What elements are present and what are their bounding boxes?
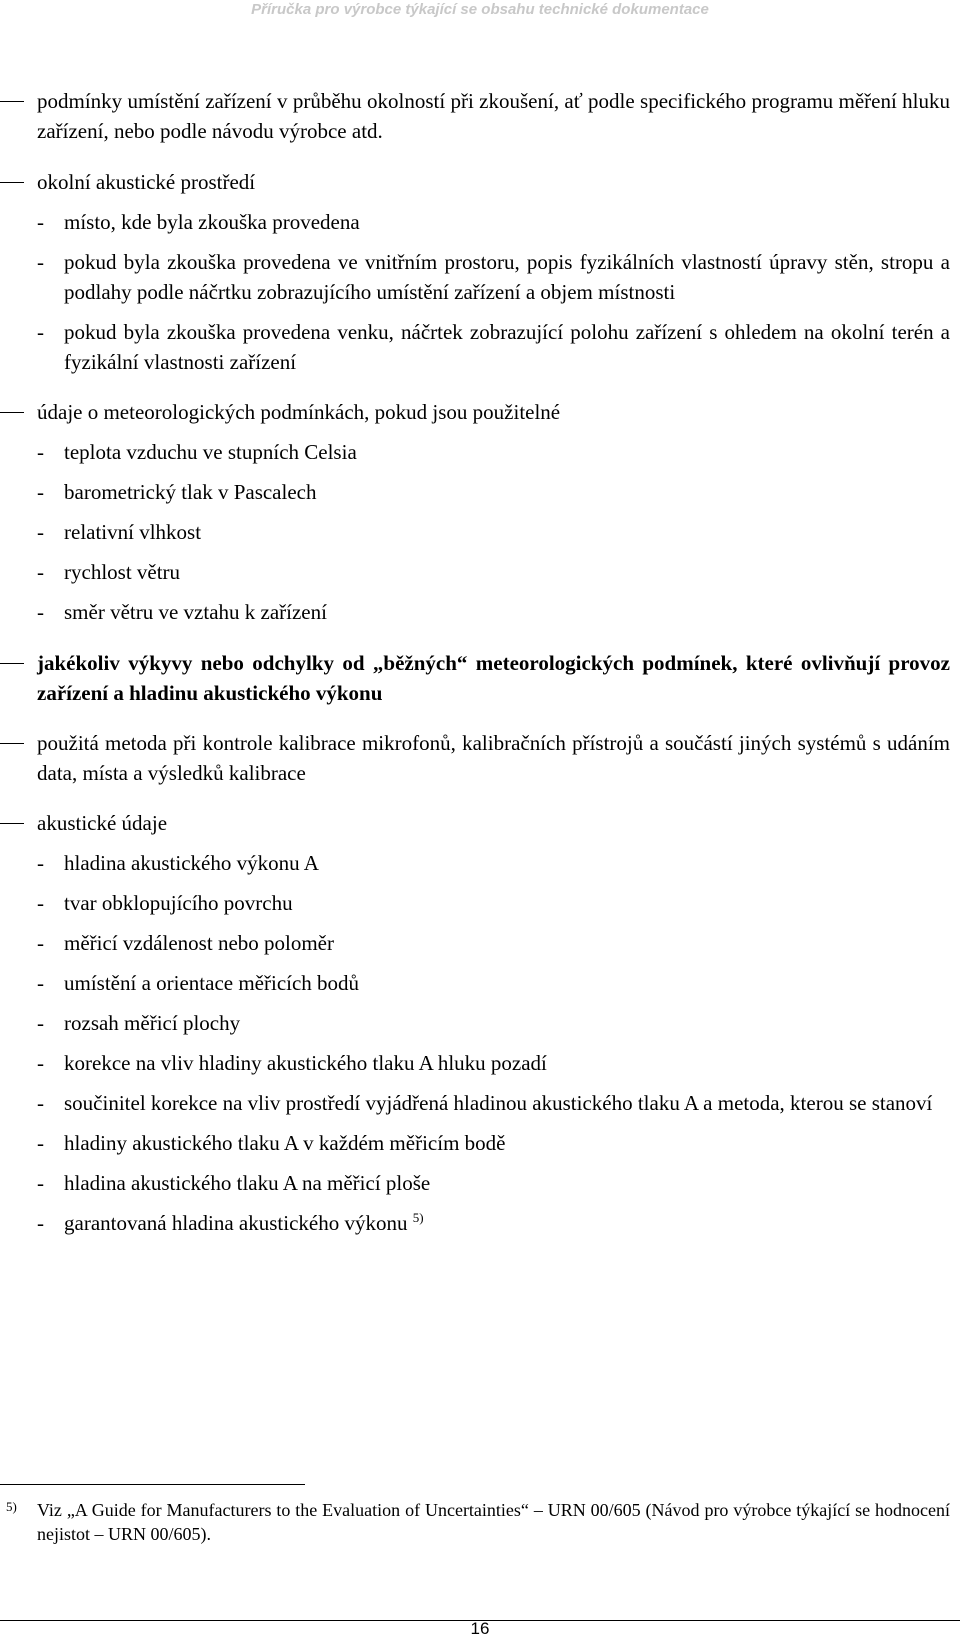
sub-list-item: - garantovaná hladina akustického výkonu $^{5)}$ (0, 1208, 960, 1238)
list-item: okolní akustické prostředí (0, 167, 960, 197)
sub-list-item: - pokud byla zkouška provedena ve vnitřním prostoru, popis fyzikálních vlastností úpravy stěn, stropu a podlahy podle náčrtku zobrazujícího umístění zařízení a objem místnosti (0, 247, 960, 307)
sub-list-item: - součinitel korekce na vliv prostředí vyjádřená hladinou akustického tlaku A a metoda, kterou se stanoví (0, 1088, 960, 1118)
sub-list-item: - barometrický tlak v Pascalech (0, 477, 960, 507)
hyphen-bullet: - (37, 1091, 44, 1115)
sub-list-item: - korekce na vliv hladiny akustického tlaku A hluku pozadí (0, 1048, 960, 1078)
sub-list-item: - hladina akustického výkonu A (0, 848, 960, 878)
hyphen-bullet: - (37, 1011, 44, 1035)
sub-list-item: - rozsah měřicí plochy (0, 1008, 960, 1038)
sub-list-item: - směr větru ve vztahu k zařízení (0, 597, 960, 627)
footnote (0, 1498, 950, 1546)
document-body (0, 86, 960, 1238)
page-number: 16 (470, 1619, 490, 1638)
hyphen-bullet: - (37, 891, 44, 915)
list-item: akustické údaje (0, 808, 960, 838)
list-item-emphasis: jakékoliv výkyvy nebo odchylky od „běžných“ meteorologických podmínek, které ovlivňují provoz zařízení a hladinu akustického výkonu (0, 648, 960, 708)
sub-list-item: - měřicí vzdálenost nebo poloměr (0, 928, 960, 958)
dash-bullet (0, 412, 24, 413)
dash-bullet (0, 743, 24, 744)
hyphen-bullet: - (37, 520, 44, 544)
hyphen-bullet: - (37, 931, 44, 955)
sub-list-item: - relativní vlhkost (0, 517, 960, 547)
hyphen-bullet: - (37, 480, 44, 504)
hyphen-bullet: - (37, 1171, 44, 1195)
hyphen-bullet: - (37, 440, 44, 464)
running-header: Příručka pro výrobce týkající se obsahu technické dokumentace (251, 1, 709, 18)
footnote-separator (0, 1484, 305, 1485)
sub-list-item: - umístění a orientace měřicích bodů (0, 968, 960, 998)
dash-bullet (0, 823, 24, 824)
hyphen-bullet: - (37, 250, 44, 274)
dash-bullet (0, 101, 24, 102)
sub-list-item: - místo, kde byla zkouška provedena (0, 207, 960, 237)
dash-bullet (0, 663, 24, 664)
sub-list-item: - pokud byla zkouška provedena venku, náčrtek zobrazující polohu zařízení s ohledem na okolní terén a fyzikální vlastnosti zařízení (0, 317, 960, 377)
sub-list-item: - hladina akustického tlaku A na měřicí ploše (0, 1168, 960, 1198)
footnote-text: Viz „A Guide for Manufacturers to the Evaluation of Uncertainties“ – URN 00/605 (Návod pro výrobce týkající se hodnocení nejistot – URN 00/605). (37, 1500, 950, 1544)
hyphen-bullet: - (37, 600, 44, 624)
sub-list-item: - tvar obklopujícího povrchu (0, 888, 960, 918)
sub-list-item: - teplota vzduchu ve stupních Celsia (0, 437, 960, 467)
footnote-reference[interactable]: 5) (412, 1210, 424, 1225)
sub-list-item: - rychlost větru (0, 557, 960, 587)
sub-list-item: - hladiny akustického tlaku A v každém měřicím bodě (0, 1128, 960, 1158)
list-item: údaje o meteorologických podmínkách, pokud jsou použitelné (0, 397, 960, 427)
list-item: použitá metoda při kontrole kalibrace mikrofonů, kalibračních přístrojů a součástí jiných systémů s udáním data, místa a výsledků kalibrace (0, 728, 960, 788)
hyphen-bullet: - (37, 851, 44, 875)
hyphen-bullet: - (37, 1131, 44, 1155)
footnote-number: 5) (6, 1499, 17, 1514)
hyphen-bullet: - (37, 1051, 44, 1075)
hyphen-bullet: - (37, 210, 44, 234)
dash-bullet (0, 182, 24, 183)
hyphen-bullet: - (37, 560, 44, 584)
hyphen-bullet: - (37, 971, 44, 995)
hyphen-bullet: - (37, 1211, 44, 1235)
hyphen-bullet: - (37, 320, 44, 344)
list-item: podmínky umístění zařízení v průběhu okolností při zkoušení, ať podle specifického programu měření hluku zařízení, nebo podle návodu výrobce atd. (0, 86, 960, 146)
